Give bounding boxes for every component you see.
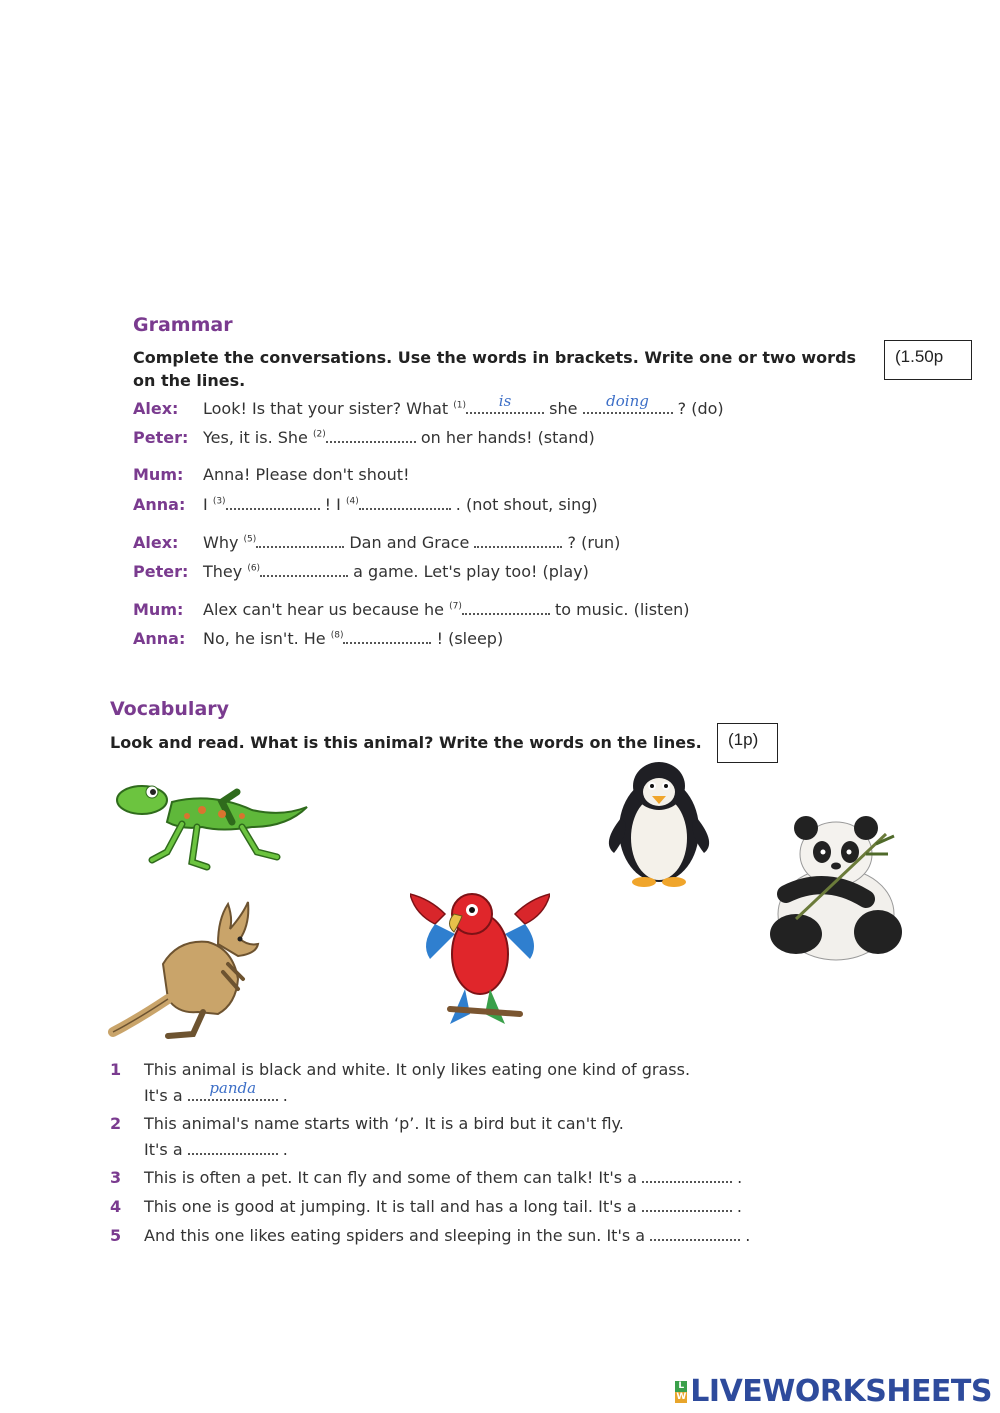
speaker: Peter: [133, 428, 189, 447]
question-number: 2 [110, 1114, 122, 1133]
question-text: This is often a pet. It can fly and some of them can talk! It's a [144, 1168, 643, 1187]
vocabulary-score-box: (1p) [717, 723, 778, 763]
kangaroo-image [108, 894, 268, 1040]
line-text: . (not shout, sing) [450, 495, 598, 514]
answer-blank-q1[interactable] [188, 1079, 278, 1101]
handwritten-answer: doing [606, 392, 649, 410]
answer-blank-5b[interactable] [474, 532, 562, 548]
logo-text: LIVEWORKSHEETS [690, 1374, 992, 1409]
penguin-image [596, 758, 722, 888]
answer-blank-1b[interactable] [583, 392, 673, 414]
handwritten-answer: is [498, 392, 512, 410]
grammar-heading: Grammar [133, 314, 233, 336]
line-text: to music. (listen) [549, 600, 690, 619]
panda-image [766, 814, 904, 964]
blank-number: (7) [449, 601, 462, 612]
question-text: This animal is black and white. It only likes eating one kind of grass. [144, 1060, 691, 1079]
question-text: And this one likes eating spiders and sleeping in the sun. It's a [144, 1226, 651, 1245]
speaker: Peter: [133, 562, 189, 581]
lizard-image [112, 772, 312, 872]
line-text: Dan and Grace [344, 533, 475, 552]
line-text: Look! Is that your sister? What [203, 399, 454, 418]
dialogue-line-7 [133, 599, 690, 619]
dialogue-line-6 [133, 561, 589, 581]
question-text: This animal's name starts with ‘p’. It is a bird but it can't fly. [144, 1114, 624, 1133]
blank-number: (2) [312, 429, 326, 440]
answer-blank-q4[interactable] [642, 1196, 732, 1212]
answer-blank-q3[interactable] [642, 1167, 732, 1183]
line-text: a game. Let's play too! (play) [348, 562, 589, 581]
blank-number: (5) [243, 534, 257, 545]
line-text: ! I [319, 495, 346, 514]
line-text: on her hands! (stand) [415, 428, 595, 447]
question-5 [110, 1225, 750, 1245]
question-number: 3 [110, 1168, 122, 1187]
blank-number: (6) [247, 563, 261, 574]
question-2-answer-line [144, 1139, 288, 1159]
line-text: They [203, 562, 248, 581]
parrot-image [410, 884, 550, 1034]
line-text: ! (sleep) [431, 629, 504, 648]
question-text: This one is good at jumping. It is tall and has a long tail. It's a [144, 1197, 642, 1216]
speaker: Mum: [133, 600, 184, 619]
grammar-instruction: Complete the conversations. Use the words in brackets. Write one or two words on the lines. [133, 348, 857, 390]
line-text: I [203, 495, 213, 514]
question-1-answer-line [144, 1079, 288, 1105]
dialogue-line-5 [133, 532, 620, 552]
line-text: Alex can't hear us because he [203, 600, 450, 619]
dialogue-line-8 [133, 628, 503, 648]
question-text: . [740, 1226, 751, 1245]
question-text: . [731, 1197, 742, 1216]
answer-blank-3[interactable] [226, 494, 320, 510]
dialogue-line-3 [133, 465, 409, 484]
answer-blank-5[interactable] [256, 532, 344, 548]
answer-blank-4[interactable] [359, 494, 451, 510]
dialogue-line-2 [133, 427, 595, 447]
answer-blank-q5[interactable] [650, 1225, 740, 1241]
question-3 [110, 1167, 742, 1187]
blank-number: (1) [453, 400, 467, 411]
question-text: It's a [144, 1140, 188, 1159]
question-text: It's a [144, 1086, 188, 1105]
handwritten-answer: panda [209, 1079, 257, 1097]
question-text: . [732, 1168, 743, 1187]
question-1 [110, 1060, 690, 1079]
question-2 [110, 1114, 624, 1133]
question-4 [110, 1196, 742, 1216]
line-text: Anna! Please don't shout! [203, 465, 410, 484]
answer-blank-7[interactable] [462, 599, 550, 615]
blank-number: (3) [212, 496, 226, 507]
question-number: 1 [110, 1060, 122, 1079]
blank-number: (4) [345, 496, 359, 507]
answer-blank-6[interactable] [260, 561, 348, 577]
question-text: . [277, 1086, 288, 1105]
line-text: Yes, it is. She [203, 428, 313, 447]
answer-blank-8[interactable] [343, 628, 431, 644]
question-text: . [277, 1140, 288, 1159]
question-number: 4 [110, 1197, 122, 1216]
line-text: ? (run) [562, 533, 621, 552]
vocabulary-heading: Vocabulary [110, 698, 230, 720]
liveworksheets-logo [675, 1374, 992, 1409]
speaker: Alex: [133, 533, 179, 552]
line-text: No, he isn't. He [203, 629, 331, 648]
logo-badge-icon [675, 1381, 687, 1403]
answer-blank-1[interactable] [466, 392, 544, 414]
dialogue-line-1 [133, 392, 724, 418]
blank-number: (8) [330, 630, 344, 641]
grammar-score-box: (1.50p [884, 340, 972, 380]
logo-badge-letter: W [676, 1391, 687, 1402]
speaker: Anna: [133, 495, 186, 514]
answer-blank-q2[interactable] [188, 1139, 278, 1155]
logo-badge-letter: L [675, 1381, 687, 1392]
vocabulary-instruction: Look and read. What is this animal? Write the words on the lines. [110, 733, 702, 752]
speaker: Alex: [133, 399, 179, 418]
answer-blank-2[interactable] [326, 427, 416, 443]
question-number: 5 [110, 1226, 122, 1245]
line-text: ? (do) [672, 399, 724, 418]
dialogue-line-4 [133, 494, 598, 514]
line-text: Why [203, 533, 244, 552]
speaker: Anna: [133, 629, 186, 648]
speaker: Mum: [133, 465, 184, 484]
line-text: she [544, 399, 583, 418]
